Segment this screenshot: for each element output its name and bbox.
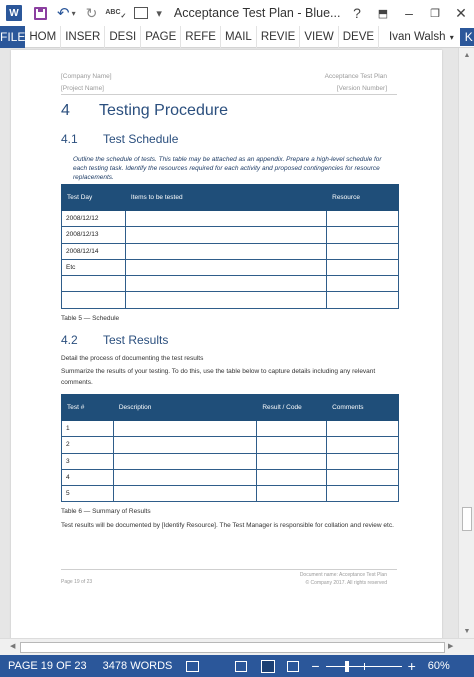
- restore-icon[interactable]: ❐: [430, 7, 440, 20]
- word-app-icon[interactable]: W: [6, 5, 22, 21]
- column-header: Result / Code: [257, 395, 327, 421]
- table-cell[interactable]: [113, 486, 256, 502]
- table-row: [62, 453, 399, 469]
- user-account[interactable]: [389, 31, 454, 43]
- table-cell[interactable]: 5: [62, 486, 114, 502]
- undo-icon[interactable]: ↶: [57, 5, 70, 22]
- footer-divider: [61, 569, 397, 570]
- title-bar: [0, 0, 474, 26]
- table-cell[interactable]: [257, 421, 327, 437]
- column-header: Test #: [62, 395, 114, 421]
- table-cell[interactable]: [327, 453, 399, 469]
- scroll-right-icon[interactable]: ▶: [448, 643, 454, 650]
- table-cell[interactable]: [327, 469, 399, 485]
- vertical-scrollbar[interactable]: [458, 48, 474, 638]
- table-row: [62, 486, 399, 502]
- table-header-row: [62, 185, 399, 211]
- footer-copyright: © Company 2017. All rights reserved: [305, 580, 387, 586]
- print-layout-icon[interactable]: [261, 660, 275, 673]
- table-row: [62, 211, 399, 227]
- results-table-body: [62, 421, 399, 502]
- table-caption: Table 5 — Schedule: [61, 315, 120, 322]
- table-row: [62, 276, 399, 292]
- screenshot-icon[interactable]: [134, 7, 148, 19]
- table-cell[interactable]: [113, 469, 256, 485]
- page-header-right: [325, 71, 387, 95]
- table-cell[interactable]: 2: [62, 437, 114, 453]
- table-cell[interactable]: [62, 292, 126, 308]
- subsection-heading-schedule: [61, 132, 178, 146]
- customize-toolbar-icon[interactable]: ▾: [156, 7, 162, 20]
- table-cell[interactable]: [327, 421, 399, 437]
- tab-design[interactable]: DESI: [105, 26, 141, 48]
- table-cell[interactable]: [257, 453, 327, 469]
- results-paragraph: Test results will be documented by [Identify Resource]. The Test Manager is responsible for collation and review etc.: [61, 522, 394, 529]
- schedule-table-body: [62, 211, 399, 309]
- table-cell[interactable]: 1: [62, 421, 114, 437]
- table-cell[interactable]: [327, 486, 399, 502]
- section-number: 4: [61, 102, 70, 119]
- section-heading: [61, 102, 228, 120]
- column-header: Test Day: [62, 185, 126, 211]
- quick-access-toolbar: [0, 0, 162, 26]
- scroll-up-icon[interactable]: ▲: [463, 51, 471, 59]
- zoom-center-tick: [364, 663, 365, 670]
- subsection-title: Test Results: [103, 333, 169, 347]
- redo-icon[interactable]: ↻: [85, 4, 98, 21]
- tab-review[interactable]: REVIE: [257, 26, 301, 48]
- table-cell[interactable]: [125, 276, 326, 292]
- subsection-number: 4.1: [61, 132, 78, 146]
- page-footer-right: [300, 571, 387, 587]
- table-cell[interactable]: Etc: [62, 259, 126, 275]
- horizontal-scrollbar-thumb[interactable]: [20, 642, 445, 653]
- minimize-icon[interactable]: –: [405, 5, 413, 21]
- table-cell[interactable]: [327, 292, 399, 308]
- table-row: [62, 292, 399, 308]
- table-cell[interactable]: [257, 469, 327, 485]
- subsection-title: Test Schedule: [103, 132, 179, 146]
- tab-view[interactable]: VIEW: [300, 26, 338, 48]
- column-header: Resource: [327, 185, 399, 211]
- footer-doc-name: Document name: Acceptance Test Plan: [299, 572, 387, 578]
- project-name-field: [Project Name]: [61, 85, 104, 92]
- schedule-instructions: Outline the schedule of tests. This table may be attached as an appendix. Prepare a high-level schedule for each testing task. Identify the resources required for each activity and proposed contingencies for resource replacements.: [73, 156, 382, 181]
- table-cell[interactable]: [257, 437, 327, 453]
- table-cell[interactable]: [327, 437, 399, 453]
- table-cell[interactable]: [113, 421, 256, 437]
- table-cell[interactable]: [257, 486, 327, 502]
- doc-name-field: Acceptance Test Plan: [324, 73, 387, 80]
- horizontal-scrollbar[interactable]: [0, 638, 474, 655]
- page-count[interactable]: PAGE 19 OF 23: [8, 660, 87, 672]
- table-cell[interactable]: [125, 292, 326, 308]
- results-paragraph: Summarize the results of your testing. To do this, use the table below to capture details including any relevant comments.: [61, 368, 376, 386]
- ribbon-display-options-icon[interactable]: ⬒: [377, 7, 389, 20]
- column-header: Description: [113, 395, 256, 421]
- table-cell[interactable]: [125, 211, 326, 227]
- document-canvas[interactable]: [0, 48, 458, 638]
- column-header: Items to be tested: [125, 185, 326, 211]
- tab-developer[interactable]: DEVE: [339, 26, 379, 48]
- read-mode-icon[interactable]: [235, 661, 247, 672]
- table-row: [62, 469, 399, 485]
- table-cell[interactable]: [113, 437, 256, 453]
- zoom-slider[interactable]: [326, 666, 402, 667]
- undo-dropdown-icon[interactable]: ▾: [71, 8, 76, 18]
- column-header: Comments: [327, 395, 399, 421]
- close-icon[interactable]: ✕: [455, 4, 467, 21]
- zoom-out-button[interactable]: −: [311, 658, 320, 674]
- table-cell[interactable]: [327, 211, 399, 227]
- spelling-label: ABC: [105, 9, 121, 16]
- tab-insert[interactable]: INSER: [61, 26, 105, 48]
- table-row: [62, 421, 399, 437]
- user-name: Ivan Walsh: [389, 30, 446, 43]
- table-cell[interactable]: [113, 453, 256, 469]
- table-cell[interactable]: 2008/12/14: [62, 243, 126, 259]
- table-cell[interactable]: [327, 227, 399, 243]
- tab-page-layout[interactable]: PAGE: [141, 26, 181, 48]
- section-title: Testing Procedure: [99, 102, 228, 119]
- status-bar: [0, 655, 474, 677]
- tab-home[interactable]: HOM: [25, 26, 61, 48]
- table-cell[interactable]: [327, 276, 399, 292]
- table-cell[interactable]: [327, 243, 399, 259]
- table-cell[interactable]: 2008/12/13: [62, 227, 126, 243]
- chevron-down-icon: ▾: [447, 32, 454, 42]
- document-title: Acceptance Test Plan - Blue...: [173, 6, 341, 20]
- help-icon[interactable]: ?: [353, 5, 361, 21]
- tab-mailings[interactable]: MAIL: [221, 26, 257, 48]
- table-cell[interactable]: [125, 227, 326, 243]
- company-name-field: [Company Name]: [61, 73, 112, 80]
- footer-page-number: Page 19 of 23: [61, 579, 93, 585]
- version-number-field: [Version Number]: [336, 85, 387, 92]
- tab-references[interactable]: REFE: [181, 26, 221, 48]
- table-row: [62, 437, 399, 453]
- table-cell[interactable]: [125, 259, 326, 275]
- subsection-number: 4.2: [61, 333, 78, 347]
- save-icon[interactable]: [34, 7, 47, 20]
- document-page[interactable]: [11, 50, 442, 638]
- web-layout-icon[interactable]: [287, 661, 299, 672]
- table-cell[interactable]: [62, 276, 126, 292]
- table-cell[interactable]: 2008/12/12: [62, 211, 126, 227]
- subsection-heading-results: [61, 333, 168, 347]
- zoom-slider-thumb[interactable]: [345, 661, 349, 672]
- avatar[interactable]: K: [460, 28, 474, 46]
- table-cell[interactable]: [327, 259, 399, 275]
- scroll-left-icon[interactable]: ◀: [10, 643, 16, 650]
- results-table: [61, 394, 399, 502]
- table-row: [62, 259, 399, 275]
- word-count[interactable]: 3478 WORDS: [102, 660, 173, 672]
- scroll-down-icon[interactable]: ▼: [463, 627, 471, 635]
- tab-strip: [25, 26, 474, 48]
- zoom-in-button[interactable]: +: [407, 658, 416, 674]
- table-header-row: [62, 395, 399, 421]
- table-row: [62, 227, 399, 243]
- tab-file[interactable]: FILE: [0, 26, 25, 48]
- table-row: [62, 243, 399, 259]
- table-caption: Table 6 — Summary of Results: [61, 508, 151, 515]
- ribbon-tabs: [0, 26, 474, 48]
- window-controls: [344, 0, 474, 26]
- spelling-icon[interactable]: ABC ✓: [105, 9, 127, 20]
- proofing-icon[interactable]: [186, 661, 199, 672]
- schedule-table: [61, 184, 399, 309]
- header-divider: [61, 94, 397, 95]
- scrollbar-thumb[interactable]: [462, 507, 472, 531]
- page-header-left: [61, 71, 112, 95]
- zoom-level[interactable]: 60%: [427, 660, 450, 672]
- results-paragraph: Detail the process of documenting the test results: [61, 355, 204, 362]
- table-cell[interactable]: 4: [62, 469, 114, 485]
- table-cell[interactable]: 3: [62, 453, 114, 469]
- table-cell[interactable]: [125, 243, 326, 259]
